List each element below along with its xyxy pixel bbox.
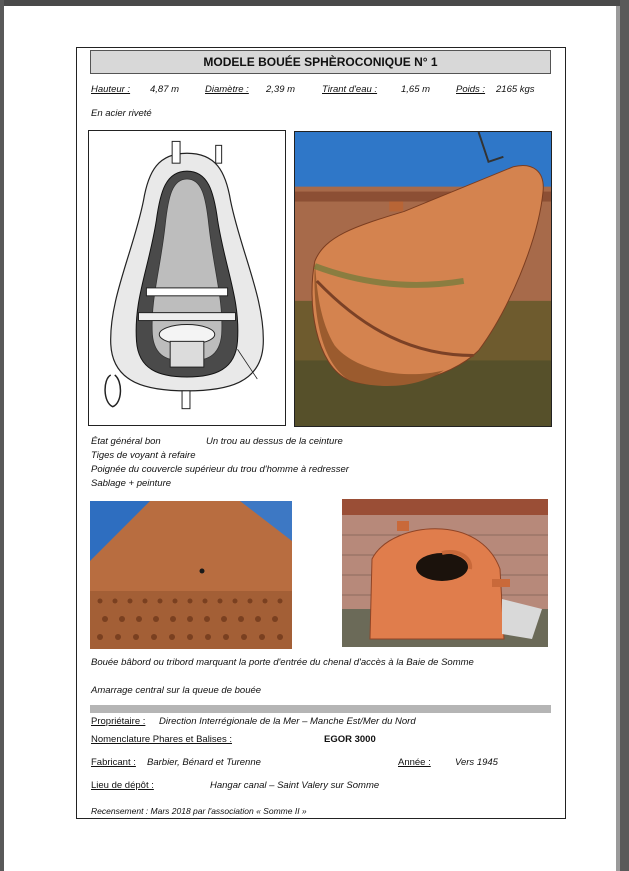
page-shadow — [616, 6, 620, 871]
page-title: MODELE BOUÉE SPHÈROCONIQUE N° 1 — [90, 50, 551, 74]
tirant-label: Tirant d'eau : — [322, 84, 378, 95]
condition-hole: Un trou au dessus de la ceinture — [206, 436, 343, 447]
buoy-photo-hatch — [342, 499, 548, 647]
condition-sanding: Sablage + peinture — [91, 478, 172, 489]
recensement-text: Recensement : Mars 2018 par l'association « Somme II » — [91, 806, 307, 816]
annee-value: Vers 1945 — [455, 757, 498, 768]
proprietaire-label: Propriétaire : — [91, 716, 146, 727]
tirant-value: 1,65 m — [401, 84, 431, 95]
buoy-cross-section-drawing — [88, 130, 286, 426]
nomenclature-value: EGOR 3000 — [324, 734, 376, 745]
material-text: En acier riveté — [91, 108, 152, 119]
poids-label: Poids : — [456, 84, 486, 95]
buoy-photo-main — [294, 131, 552, 427]
fabricant-label: Fabricant : — [91, 757, 136, 768]
diametre-label: Diamètre : — [205, 84, 249, 95]
purpose-text: Bouée bâbord ou tribord marquant la porte d'entrée du chenal d'accès à la Baie de Somme — [91, 657, 474, 668]
viewer-left-bar — [0, 0, 4, 871]
annee-label: Année : — [398, 757, 431, 768]
viewer-top-bar — [0, 0, 629, 6]
hauteur-label: Hauteur : — [91, 84, 131, 95]
condition-handle: Poignée du couvercle supérieur du trou d'homme à redresser — [91, 464, 349, 475]
nomenclature-label: Nomenclature Phares et Balises : — [91, 734, 232, 745]
poids-value: 2165 kgs — [496, 84, 535, 95]
diametre-value: 2,39 m — [266, 84, 296, 95]
mooring-text: Amarrage central sur la queue de bouée — [91, 685, 262, 696]
fabricant-value: Barbier, Bénard et Turenne — [147, 757, 261, 768]
hauteur-value: 4,87 m — [150, 84, 180, 95]
proprietaire-value: Direction Interrégionale de la Mer – Manche Est/Mer du Nord — [159, 716, 416, 727]
depot-value: Hangar canal – Saint Valery sur Somme — [210, 780, 380, 791]
viewer-scrollbar[interactable] — [620, 0, 629, 871]
separator-bar — [90, 705, 551, 713]
depot-label: Lieu de dépôt : — [91, 780, 154, 791]
buoy-photo-rivets — [90, 501, 292, 649]
condition-rods: Tiges de voyant à refaire — [91, 450, 196, 461]
condition-general: État général bon — [91, 436, 161, 447]
